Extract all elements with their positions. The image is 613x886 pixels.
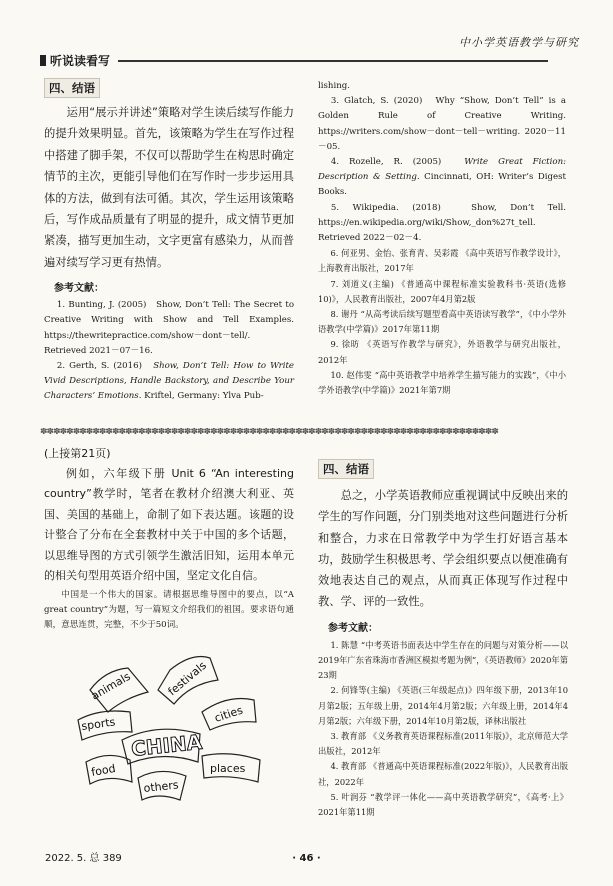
left-top-column (44, 78, 294, 405)
page-number: · 46 · (292, 853, 321, 864)
left-bottom-column (44, 444, 294, 632)
reference-item: 2. 何锋等(主编) 《英语(三年级起点)》四年级下册，2013年10月第2版；五年级上册，2014年4月第2版；六年级上册，2014年4月第2版；六年级下册，2014年10月第2版，译林出版社 (318, 685, 568, 726)
reference-item: 5. Wikipedia. (2018) Show, Don’t Tell. https://en.wikipedia.org/wiki/Show,_don%27t_tell. Retrieved 2022－02－4. (318, 202, 566, 244)
conclusion-paragraph: 总之，小学英语教师应重视调试中反映出来的学生的写作问题，分门别类地对这些问题进行分析和整合，力求在日常教学中为学生打好语言基本功，鼓励学生积极思考、学会组织要点以便准确有效地表达自己的观点，从而真正体现写作过程中教、学、评的一致性。 (318, 489, 568, 609)
right-top-column (318, 79, 566, 398)
map-topic-sports: sports (80, 715, 117, 733)
journal-title: 中小学英语教学与研究 (459, 36, 579, 49)
reference-item: 4. 教育部 《普通高中英语课程标准(2022年版)》，人民教育出版社，2022年 (318, 761, 568, 787)
column-tag (40, 52, 110, 69)
map-topic-food: food (90, 761, 117, 779)
reference-item: 2. Gerth, S. (2016) Show, Don’t Tell: How to Write Vivid Descriptions, Handle Backstory, and Describe Your Characters’ Emotions. Kriftel, Germany: Ylva Pub- (44, 361, 294, 402)
continued-from: (上接第21页) (44, 447, 111, 460)
example-paragraph: 例如，六年级下册 Unit 6 “An interesting country”教学时，笔者在教材介绍澳大利亚、英国、美国的基础上，命制了如下表达题。该题的设计整合了分布在全套教材中关于中国的多个话题，以思维导图的方式引领学生激活旧知，运用本单元的相关句型用英语介绍中国，坚定文化自信。 (44, 467, 294, 583)
reference-item: 1. Bunting, J. (2005) Show, Don’t Tell: The Secret to Creative Writing with Show and Tell Examples. https://thewritepractice.com/show－dont－tell/. Retrieved 2021－07－16. (44, 300, 294, 356)
reference-item: 8. 谢丹 “从高考读后续写题型看高中英语读写教学”，《中小学外语教学(中学篇)》2017年第11期 (318, 309, 566, 335)
reference-item: 3. Glatch, S. (2020) Why “Show, Don’t Tell” is a Golden Rule of Creative Writing. https://writers.com/show－dont－tell－writing. 2020－11－05. (318, 96, 566, 152)
column-mark-icon (40, 55, 46, 66)
reference-item: 5. 叶润芬 “教学评一体化——高中英语教学研究”，《高考·上》2021年第11期 (318, 791, 568, 818)
right-bottom-column (318, 459, 568, 820)
reference-item: 1. 陈慧 “中考英语书面表达中学生存在的问题与对策分析——以2019年广东省珠海市香洲区模拟考题为例”，《英语教师》2020年第23期 (318, 639, 568, 681)
map-topic-cities: cities (212, 703, 245, 725)
reference-item: 7. 刘道义(主编) 《普通高中课程标准实验教科书·英语(选修10)》，人民教育出版社，2007年4月第2版 (318, 278, 566, 304)
map-center-china: CHINA (130, 729, 204, 761)
map-topic-places: places (210, 762, 246, 775)
reference-item: 3. 教育部 《义务教育英语课程标准(2011年版)》，北京师范大学出版社，2012年 (318, 731, 568, 757)
section-heading: 四、结语 (44, 78, 100, 98)
reference-item: 9. 徐昉 《英语写作教学与研究》，外语教学与研究出版社，2012年 (318, 339, 566, 365)
map-topic-others: others (142, 778, 180, 795)
references-title: 参考文献： (328, 622, 378, 634)
writing-task: 中国是一个伟大的国家。请根据思维导图中的要点，以“A great country”为题，写一篇短文介绍我们的祖国。要求语句通顺，意思连贯，完整，不少于50词。 (44, 590, 294, 630)
column-label: 听说读看写 (50, 54, 111, 68)
references-title: 参考文献： (54, 283, 104, 295)
header-rule (118, 60, 548, 62)
reference-continuation: lishing. (318, 81, 350, 91)
reference-item: 10. 赵伟雯 “高中英语教学中培养学生描写能力的实践”，《中小学外语教学(中学篇)》2021年第7期 (318, 369, 566, 396)
reference-item: 4. Rozelle, R. (2005) Write Great Fiction: Description & Setting. Cincinnati, OH: Writer’s Digest Books. (318, 157, 566, 198)
map-topic-festivals: festivals (165, 658, 209, 699)
map-topic-animals: animals (89, 669, 133, 703)
reference-item: 6. 何亚男、金怡、张育青、吴彩霞 《高中英语写作教学设计》，上海教育出版社，2017年 (318, 248, 566, 274)
section-divider: ✽✽✽✽✽✽✽✽✽✽✽✽✽✽✽✽✽✽✽✽✽✽✽✽✽✽✽✽✽✽✽✽✽✽✽✽✽✽✽✽✽✽✽✽✽✽✽✽✽✽✽✽✽✽✽✽✽✽✽✽✽✽✽✽✽✽✽✽✽✽ (40, 428, 498, 436)
section-heading: 四、结语 (318, 459, 374, 479)
conclusion-paragraph: 运用“展示并讲述”策略对学生读后续写作能力的提升效果明显。首先，该策略为学生在写作过程中搭建了脚手架，不仅可以帮助学生在构思时确定情节的主次，更能引导他们在写作时一步步运用具体的方法，做到有法可循。其次，学生运用该策略后，写作成品质量有了明显的提升，成文情节更加紧凑，描写更加生动，文字更富有感染力，从而普遍对续写学习更有热情。 (44, 106, 294, 269)
issue-info: 2022. 5. 总 389 (45, 853, 122, 864)
china-mind-map (70, 650, 285, 820)
